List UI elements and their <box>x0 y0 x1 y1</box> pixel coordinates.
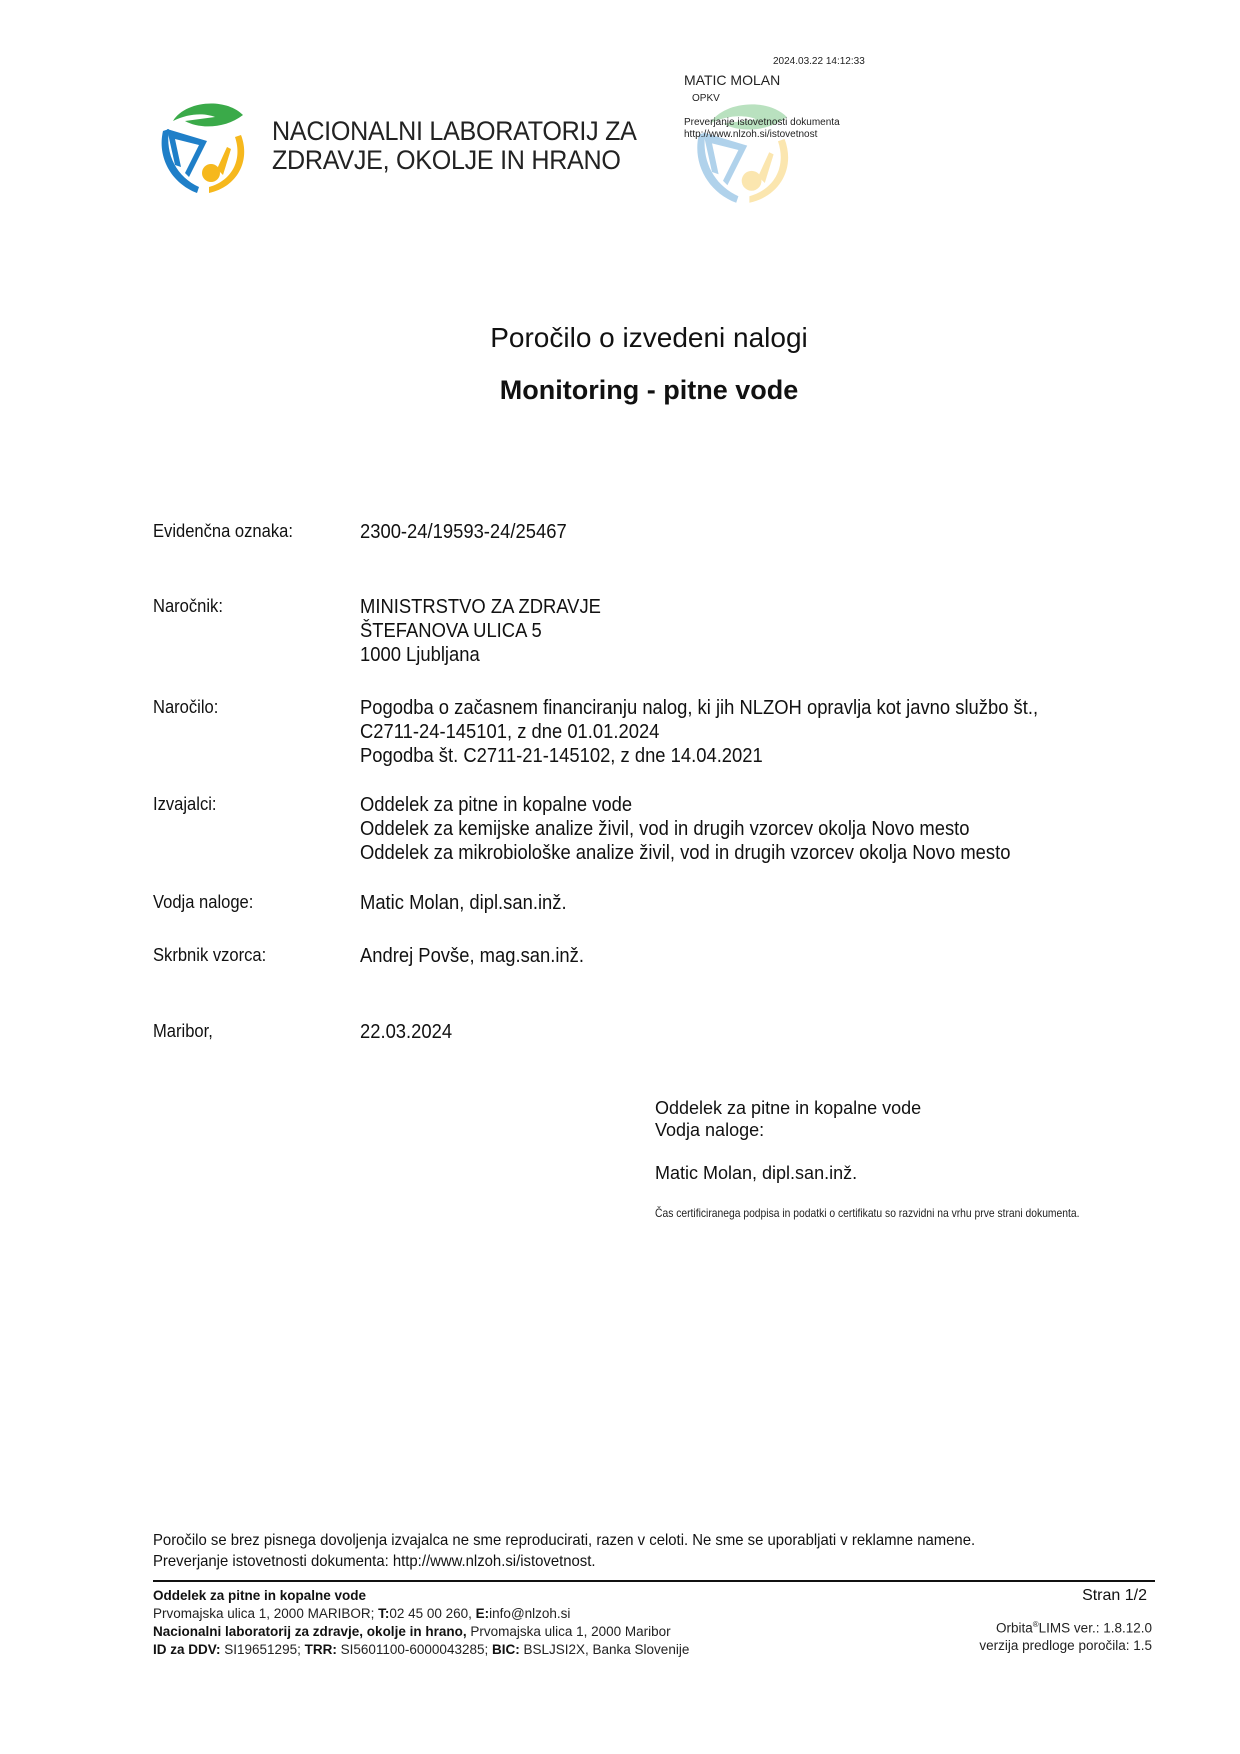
stamp-verify <box>684 117 840 141</box>
footer-ddv-value: SI19651295; <box>220 1642 305 1657</box>
footer-phone: 02 45 00 260, <box>389 1606 476 1621</box>
stamp-timestamp: 2024.03.22 14:12:33 <box>773 56 865 67</box>
izvajalci-value <box>360 793 1010 865</box>
signature-role: Vodja naloge: <box>655 1120 765 1140</box>
footer-bic-value: BSLJSI2X, Banka Slovenije <box>519 1642 690 1657</box>
izvajalec-line: Oddelek za pitne in kopalne vode <box>360 794 633 816</box>
software-version <box>979 1616 1152 1654</box>
izvajalci-label: Izvajalci: <box>153 794 217 814</box>
narocnik-line: 1000 Ljubljana <box>360 644 480 666</box>
footer-trr-label: TRR: <box>304 1642 337 1657</box>
footer-contact <box>153 1587 689 1659</box>
nlzoh-logo-icon <box>155 95 255 195</box>
lims-name: Orbita <box>996 1620 1033 1636</box>
template-version: verzija predloge poročila: 1.5 <box>979 1637 1152 1653</box>
narocilo-line: C2711-24-145101, z dne 01.01.2024 <box>360 721 660 743</box>
document-title: Poročilo o izvedeni nalogi <box>490 322 808 353</box>
place-label: Maribor, <box>153 1021 213 1041</box>
signature-name: Matic Molan, dipl.san.inž. <box>655 1163 858 1183</box>
skrbnik-label: Skrbnik vzorca: <box>153 945 267 965</box>
lims-version: LIMS ver.: 1.8.12.0 <box>1038 1620 1152 1636</box>
izvajalec-line: Oddelek za mikrobiološke analize živil, vod in drugih vzorcev okolja Novo mesto <box>360 842 1011 864</box>
skrbnik-value: Andrej Povše, mag.san.inž. <box>360 945 584 967</box>
vodja-label: Vodja naloge: <box>153 892 254 912</box>
stamp-unit: OPKV <box>692 93 720 104</box>
footer-email-label: E: <box>475 1606 490 1621</box>
izvajalec-line: Oddelek za kemijske analize živil, vod in drugih vzorcev okolja Novo mesto <box>360 818 970 840</box>
narocnik-line: ŠTEFANOVA ULICA 5 <box>360 620 542 642</box>
logo-text-line2: ZDRAVJE, OKOLJE IN HRANO <box>272 145 621 175</box>
narocilo-line: Pogodba št. C2711-21-145102, z dne 14.04.2021 <box>360 745 763 767</box>
stamp-verify-text: Preverjanje istovetnosti dokumenta <box>684 117 840 128</box>
footer-address: Prvomajska ulica 1, 2000 MARIBOR; <box>153 1606 379 1621</box>
logo-text <box>272 117 637 175</box>
disclaimer-line1: Poročilo se brez pisnega dovoljenja izvajalca ne sme reproducirati, razen v celoti. Ne sme se uporabljati v reklamne namene. <box>153 1532 976 1549</box>
footer-org-address: Prvomajska ulica 1, 2000 Maribor <box>466 1624 671 1639</box>
narocilo-line: Pogodba o začasnem financiranju nalog, ki jih NLZOH opravlja kot javno službo št., <box>360 697 1039 719</box>
narocnik-value <box>360 595 601 667</box>
stamp-watermark-logo-icon <box>680 95 810 205</box>
narocnik-line: MINISTRSTVO ZA ZDRAVJE <box>360 596 601 618</box>
disclaimer <box>153 1530 975 1572</box>
document-subtitle: Monitoring - pitne vode <box>499 375 799 405</box>
footer-ddv-label: ID za DDV: <box>153 1642 221 1657</box>
evidencna-value: 2300-24/19593-24/25467 <box>360 521 567 543</box>
footer-phone-label: T: <box>378 1606 390 1621</box>
footer-trr-value: SI5601100-6000043285; <box>336 1642 492 1657</box>
page-number: Stran 1/2 <box>1082 1587 1147 1604</box>
footer-dept-name: Oddelek za pitne in kopalne vode <box>153 1588 367 1603</box>
narocilo-label: Naročilo: <box>153 697 219 717</box>
narocnik-label: Naročnik: <box>153 596 223 616</box>
footer-email[interactable]: info@nlzoh.si <box>489 1606 571 1621</box>
logo-text-line1: NACIONALNI LABORATORIJ ZA <box>272 116 637 146</box>
date-value: 22.03.2024 <box>360 1021 453 1043</box>
registered-mark: ® <box>1032 1620 1039 1629</box>
stamp-verify-link[interactable]: http://www.nlzoh.si/istovetnost <box>684 129 818 140</box>
vodja-value: Matic Molan, dipl.san.inž. <box>360 892 567 914</box>
disclaimer-line2: Preverjanje istovetnosti dokumenta: http://www.nlzoh.si/istovetnost. <box>153 1553 596 1570</box>
evidencna-label: Evidenčna oznaka: <box>153 521 293 541</box>
signature-note: Čas certificiranega podpisa in podatki o certifikatu so razvidni na vrhu prve strani dokumenta. <box>655 1206 1080 1220</box>
footer-bic-label: BIC: <box>491 1642 520 1657</box>
footer-divider <box>153 1580 1155 1582</box>
signature-department: Oddelek za pitne in kopalne vode <box>655 1098 922 1118</box>
narocilo-value <box>360 696 1038 768</box>
stamp-signer: MATIC MOLAN <box>684 72 781 88</box>
footer-org-name: Nacionalni laboratorij za zdravje, okolje in hrano, <box>153 1624 467 1639</box>
